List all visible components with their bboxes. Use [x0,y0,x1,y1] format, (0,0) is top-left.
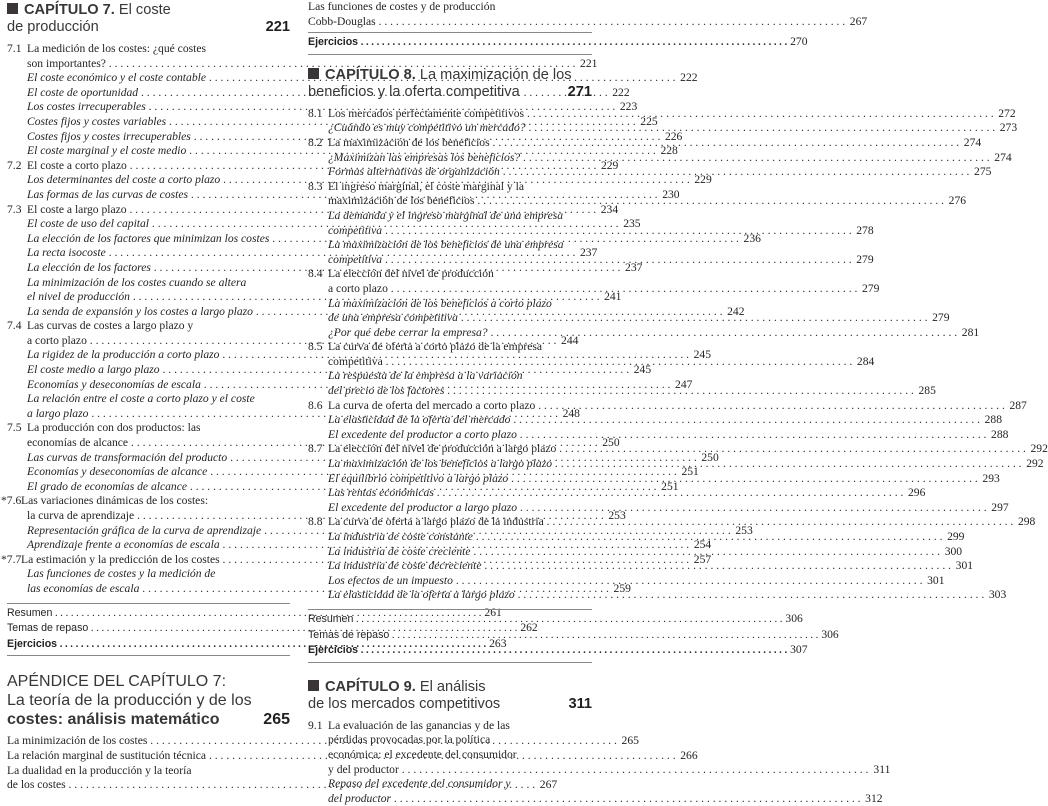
entry-title: Economías y deseconomías de escala . . . [27,378,670,393]
entry-title: El ingreso marginal, el coste marginal y la [328,179,524,193]
section-number: 8.8 [308,515,323,529]
square-bullet-icon [308,680,319,691]
page-number: 251 [661,479,679,493]
entry-title: Las curvas de costes a largo plazo y [27,319,194,333]
page-number: 279 [932,311,950,325]
toc-entry [7,42,598,71]
entry-title: La producción con dos productos: las [27,421,201,435]
page-number: 222 [680,71,698,85]
toc-backmatter-entry [7,605,502,622]
toc-subentry [308,413,1003,428]
chapter-page: 311 [568,695,592,712]
page-number: 303 [988,588,1007,602]
page-number: 248 [562,406,580,420]
entry-title-continued: de los costes . . . [7,778,535,793]
page-number: 247 [675,377,693,391]
toc-line [7,42,290,57]
divider [308,32,592,33]
page-number: 263 [489,636,507,650]
toc-subentry [308,777,883,806]
entry-title: ¿Por qué debe cerrar la empresa? . . . [328,326,957,341]
page-number: 292 [1026,457,1044,471]
toc-line [1,494,290,509]
entry-title: Costes fijos y costes variables . . . [27,115,636,130]
page-number: 292 [1030,442,1048,456]
entry-title: La dualidad en la producción y la teoría [7,763,192,777]
toc-line [308,719,592,734]
page-number: 279 [856,252,874,266]
entry-title: La maximización de los beneficios de una empresa [328,238,564,252]
continued-entries [308,0,868,29]
entry-title-continued: a corto plazo . . . [27,334,556,349]
entry-title: La curva de oferta del mercado a corto plazo . . . [328,399,1005,414]
page-number: 228 [660,144,678,158]
toc-line [7,71,698,86]
toc-entry [308,398,1027,414]
entry-title: La medición de los costes: ¿qué costes [27,42,207,55]
entry-title: La evaluación de las ganancias y de las [328,718,510,732]
chapter-9-heading: CAPÍTULO 9. El análisis de los mercados competitivos 311 [308,678,592,712]
entry-title: La minimización de los costes cuando se altera [27,275,247,289]
entry-title: El excedente del productor a corto plazo . . . [328,428,986,443]
chapter-8-heading: CAPÍTULO 8. La maximización de los beneficios y la oferta competitiva 271 [308,66,592,100]
entry-title: Formas alternativas de organización . . . [328,165,969,180]
entry-title: La rigidez de la producción a corto plazo . . . [27,348,689,363]
entry-title: Las funciones de costes y de producción [308,0,496,13]
page-number: 254 [693,538,712,552]
entry-title-continued: maximización de los beneficios . . . [328,194,944,209]
page-number: 288 [984,413,1003,427]
page-number: 311 [873,762,891,776]
entry-title: La elección del nivel de producción a largo plazo . . . [328,442,1026,457]
page-number: 301 [927,573,945,587]
entry-title: La industria de coste constante . . . [328,530,942,545]
entry-title-continued: económica: el excedente del consumidor [328,747,517,761]
toc-line [7,276,290,291]
entry-title-continued: competitiva . . . [328,253,852,268]
page-number: 245 [693,348,712,362]
toc-line [308,413,1003,428]
toc-backmatter-entry [7,636,507,653]
entry-title: La elasticidad de la oferta a largo plazo . . . [328,588,984,603]
page-number: 237 [625,260,643,274]
entry-title: Las rentas económicas . . . [328,486,903,501]
entry-title: El coste medio a largo plazo . . . [27,363,629,378]
toc-line [308,267,592,282]
section-number: 7.1 [7,42,22,55]
entry-title: La curva de oferta a corto plazo de la empresa [328,340,543,354]
page-number: 267 [849,14,868,28]
page-number: 306 [785,611,803,625]
page-number: 223 [619,100,638,114]
page-number: 229 [694,173,712,187]
entry-title: La relación marginal de sustitución técnica . . . [7,749,676,764]
page-number: 225 [640,114,658,128]
entry-title: La maximización de los beneficios a largo plazo . . . [328,457,1022,472]
page-number: 272 [998,106,1016,120]
entry-title: El coste a largo plazo . . . [27,203,596,218]
page-number: 276 [948,194,967,208]
entry-title: Resumen . . . [308,612,782,628]
page-number: 257 [693,552,712,566]
entry-title: La elección de los factores . . . [27,261,620,276]
page-number: 222 [612,85,630,99]
toc-backmatter-entry [308,627,839,644]
page-number: 278 [856,223,874,237]
entry-title: El coste económico y el coste contable . . . [27,71,676,86]
entry-title-continued: competitiva . . . [328,224,852,239]
entry-title: Repaso del excedente del consumidor y [328,777,511,791]
toc-line [7,319,290,334]
entry-title: El equilibrio competitivo a largo plazo . . . [328,472,978,487]
page-number: 267 [539,778,558,792]
page-number: 298 [1017,515,1036,529]
entry-title-continued: de una empresa competitiva . . . [328,311,928,326]
section-number: 8.2 [308,135,323,149]
page-number: 275 [974,165,992,179]
entry-title: Los efectos de un impuesto . . . [328,574,923,589]
page-number: 245 [633,363,652,377]
chapter-page: 221 [265,19,290,35]
entry-title: Las curvas de transformación del producto . . . [27,451,697,466]
page-number: 307 [790,643,808,657]
entry-title: La maximización de los beneficios . . . [328,136,959,151]
divider [308,54,592,55]
toc-line [308,209,592,224]
page-number: 312 [865,791,883,805]
entry-title: El grado de economías de alcance . . . [27,480,657,495]
page-number: 234 [600,202,619,216]
entry-title-continued: la curva de aprendizaje . . . [27,509,604,524]
entry-title: La curva de oferta a largo plazo de la industria . . . [328,515,1013,530]
entry-title: ¿Maximizan las empresas los beneficios? . . . [328,151,990,166]
entry-title: La estimación y la predicción de los costes . . . [21,553,689,568]
chapter-7-heading: CAPÍTULO 7. El coste de producción 221 [7,2,290,35]
page-number: 279 [862,281,880,295]
section-number: *7.7 [1,552,22,566]
toc-backmatter-entry: Ejercicios . . . 270 [308,35,592,51]
page-number: 274 [963,135,982,149]
page-number: 259 [613,581,631,595]
section-number: 8.3 [308,179,323,193]
section-number: 8.6 [308,398,323,412]
entry-title: Aprendizaje frente a economías de escala . . . [27,538,689,553]
entry-title: Las variaciones dinámicas de los costes: [21,494,209,508]
toc-line [308,325,980,341]
entry-title: Ejercicios . . . [7,637,486,653]
divider [308,609,592,610]
entry-title: Los determinantes del coste a corto plazo . . . [27,173,690,188]
entry-title: Temas de repaso . . . [7,621,517,637]
page-number: 230 [662,187,680,201]
toc-line [308,762,891,778]
entry-title-continued: son importantes? . . . [27,57,575,72]
page-number: 287 [1009,398,1027,412]
entry-title: La elección de los factores que minimizan los costes . . . [27,232,739,247]
page-number: 266 [680,748,698,762]
entry-title: Los costes irrecuperables . . . [27,100,615,115]
entry-title: Resumen . . . [7,606,481,622]
entry-title: La demanda y el ingreso marginal de una empresa [328,208,564,222]
entry-title: Economías y deseconomías de alcance . . . [27,465,677,480]
section-number: 7.4 [7,319,22,333]
page-number: 301 [955,559,974,573]
divider [7,603,290,604]
entry-title-continued: a corto plazo . . . [328,282,857,297]
entry-title: El coste a corto plazo . . . [27,159,596,174]
toc-backmatter-entry [308,611,803,628]
toc-subentry [308,325,980,341]
entry-title: La senda de expansión y los costes a largo plazo . . . [27,305,723,320]
entry-title: Las formas de las curvas de costes . . . [27,188,658,203]
toc-line [308,14,868,30]
page-number: 251 [681,465,699,479]
section-number: 9.1 [308,718,323,732]
page-number: 226 [664,129,683,143]
toc-backmatter-entry [7,621,538,637]
entry-title: La industria de coste decreciente . . . [328,559,951,574]
toc-line [308,297,592,312]
entry-title: El coste marginal y el coste medio . . . [27,144,656,159]
square-bullet-icon [7,3,18,14]
entry-title: Ejercicios . . . [308,643,787,659]
page-number: 306 [821,627,839,641]
toc-line [308,340,592,355]
page-number: 265 [621,734,639,748]
entry-title: La elasticidad de la oferta del mercado . . . [328,413,980,428]
entry-title-continued: del productor . . . [328,792,861,806]
page-number: 235 [623,217,641,231]
page-number: 281 [961,325,980,339]
toc-line [308,238,592,253]
entry-title: La industria de coste creciente . . . [328,545,940,560]
section-number: 7.2 [7,158,22,172]
page-number: 274 [994,150,1012,164]
entry-title: Los mercados perfectamente competitivos . . . [328,107,994,122]
chapter-7-backmatter [7,605,538,653]
divider [7,655,290,656]
page-number: 242 [727,304,745,318]
toc-line [308,777,592,792]
entry-title: La maximización de los beneficios a corto plazo [328,296,552,310]
entry-title: La respuesta de la empresa a la variación [328,369,523,383]
toc-line [308,791,883,806]
page-number: 236 [743,231,761,245]
section-number: 8.1 [308,106,323,120]
toc-line [7,392,290,407]
page-number: 297 [991,500,1009,514]
entry-title-continued: economías de alcance . . . [27,436,598,451]
page-number: 221 [580,56,598,70]
appendix-page: 265 [263,711,290,729]
section-number: 7.3 [7,202,22,216]
toc-line [7,56,598,72]
entry-title-continued: las economías de escala . . . [27,582,609,597]
entry-title: El excedente del productor a largo plazo . . . [328,501,987,516]
entry-title-continued: pérdidas provocadas por la política [328,733,491,747]
appendix-7-heading: APÉNDICE DEL CAPÍTULO 7: La teoría de la producción y de los costes: análisis matemático 265 [7,673,290,729]
entry-title-continued: el nivel de producción . . . [27,290,599,305]
page-number: 244 [561,333,579,347]
page-number: 262 [520,621,538,635]
toc-line [308,398,1027,414]
page-number: 253 [608,509,626,522]
page-number: 284 [856,354,875,368]
entry-title: La minimización de los costes . . . [7,734,617,749]
page-number: 229 [600,158,619,172]
entry-title: La elección del nivel de producción [328,267,494,281]
entry-title: Temas de repaso . . . [308,628,818,644]
page-number: 273 [999,121,1018,135]
page-number: 288 [991,427,1009,441]
entry-title: Las funciones de costes y la medición de [27,567,216,581]
chapter-page: 271 [567,83,592,100]
section-number: 8.4 [308,267,323,281]
page-number: 293 [982,471,1000,485]
page-number: 299 [947,530,965,543]
entry-title: La relación entre el coste a corto plazo y el coste [27,392,255,406]
divider [308,662,592,663]
section-number: 8.5 [308,340,323,354]
chapter-8-backmatter [308,611,839,659]
page-number: 253 [735,523,753,537]
entry-title: Costes fijos y costes irrecuperables . . . [27,130,660,145]
section-number: *7.6 [1,494,22,508]
page-number: 250 [701,450,719,464]
page-number: 250 [602,436,620,450]
toc-line [7,421,290,436]
square-bullet-icon [308,68,319,79]
entry-title: ¿Cuándo es muy competitivo un mercado? . . . [328,121,995,136]
page-number: 261 [484,605,502,619]
toc-line [308,180,592,195]
page-number: 241 [604,290,622,304]
section-number: 8.7 [308,442,323,456]
entry-title-continued: a largo plazo . . . [27,407,558,422]
entry-title: Representación gráfica de la curva de aprendizaje . . . [27,524,731,539]
entry-title: El coste de uso del capital . . . [27,217,619,232]
entry-title-continued: competitiva . . . [328,355,852,370]
entry-title-continued: Cobb-Douglas . . . [308,15,845,30]
page-number: 296 [908,486,926,500]
page-number: 285 [918,384,936,398]
toc-subentry [7,71,698,86]
toc-entry [308,0,868,29]
page-number: 300 [944,544,963,558]
page-number: 237 [579,246,598,260]
toc-line [308,369,592,384]
entry-title-continued: del precio de los factores . . . [328,384,914,399]
toc-backmatter-entry [308,643,808,659]
section-number: 7.5 [7,421,22,435]
toc-line [7,567,290,582]
entry-title-continued: y del productor . . . [328,763,868,778]
entry-title: El coste de oportunidad . . . [27,86,608,101]
entry-title: La recta isocoste . . . [27,246,575,261]
